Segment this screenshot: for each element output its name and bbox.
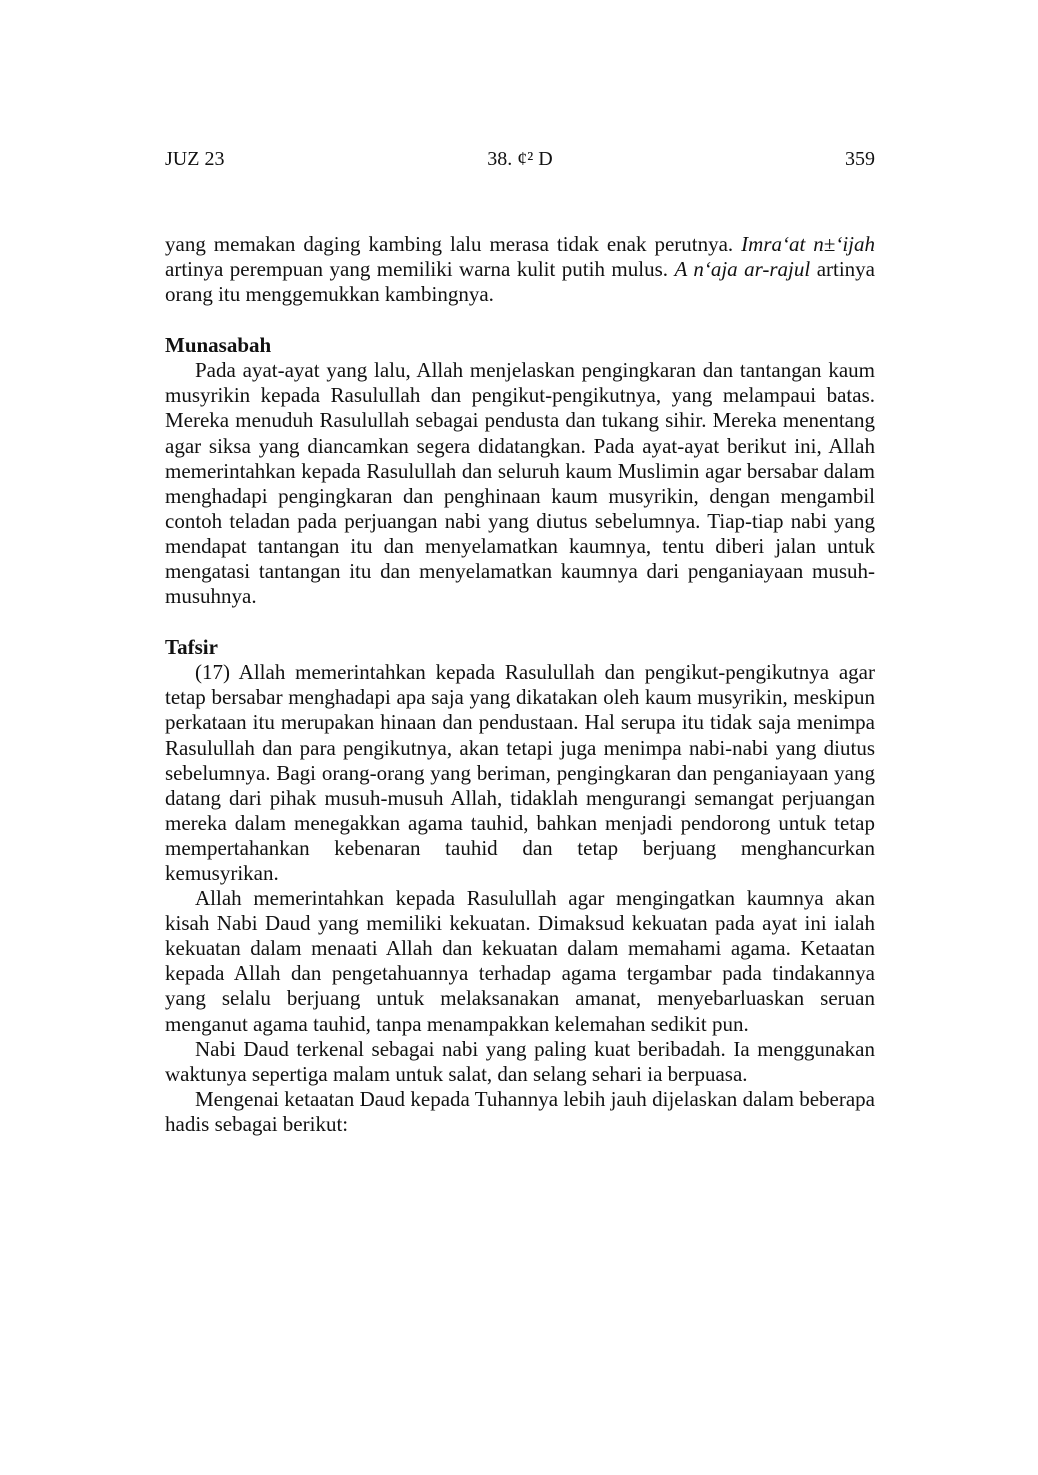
intro-text-1: yang memakan daging kambing lalu merasa tidak enak perutnya.: [165, 232, 742, 256]
tafsir-paragraph-2: Allah memerintahkan kepada Rasulullah agar mengingatkan kaumnya akan kisah Nabi Daud yang memiliki kekuatan. Dimaksud kekuatan pada ayat ini ialah kekuatan dalam menaati Allah dan kekuatan dalam memahami agama. Ketaatan kepada Allah dan pengetahuannya terhadap agama tergambar pada tindakannya yang selalu berjuang untuk melaksanakan amanat, menyebarluaskan seruan menganut agama tauhid, tanpa menampakkan kelemahan sedikit pun.: [165, 886, 875, 1036]
munasabah-heading: Munasabah: [165, 333, 272, 358]
juz-label: JUZ 23: [165, 148, 225, 170]
tafsir-paragraph-3: Nabi Daud terkenal sebagai nabi yang paling kuat beribadah. Ia menggunakan waktunya sepertiga malam untuk salat, dan selang sehari ia berpuasa.: [165, 1036, 875, 1086]
intro-italic-term-2: A n‘aja ar-rajul: [674, 257, 811, 282]
tafsir-paragraph-4: Mengenai ketaatan Daud kepada Tuhannya lebih jauh dijelaskan dalam beberapa hadis sebagai berikut:: [165, 1086, 875, 1136]
page-number: 359: [845, 148, 875, 170]
page-header: [165, 146, 875, 172]
intro-text-3: artinya orang itu menggemukkan kambingnya.: [165, 257, 875, 307]
section-gap: [165, 307, 875, 332]
intro-italic-term-1: Imra‘at n±‘ijah: [741, 232, 875, 256]
tafsir-heading: Tafsir: [165, 635, 218, 660]
intro-text-2: artinya perempuan yang memiliki warna kulit putih mulus.: [165, 257, 675, 282]
tafsir-paragraph-1: (17) Allah memerintahkan kepada Rasulullah dan pengikut-pengikutnya agar tetap bersabar menghadapi apa saja yang dikatakan oleh kaum musyrikin, meskipun perkataan itu merupakan hinaan dan pendustaan. Hal serupa itu tidak saja menimpa Rasulullah dan para pengikutnya, akan tetapi juga menimpa nabi-nabi yang diutus sebelumnya. Bagi orang-orang yang beriman, pengingkaran dan penganiayaan yang datang dari pihak musuh-musuh Allah, tidaklah mengurangi semangat perjuangan mereka dalam menegakkan agama tauhid, bahkan menjadi pendorong untuk tetap mempertahankan kebenaran tauhid dan tetap berjuang menghancurkan kemusyrikan.: [165, 660, 875, 885]
page-body: [165, 232, 875, 1137]
section-gap: [165, 609, 875, 634]
intro-paragraph: [165, 232, 875, 307]
munasabah-paragraph: Pada ayat-ayat yang lalu, Allah menjelaskan pengingkaran dan tantangan kaum musyrikin kepada Rasulullah dan pengikut-pengikutnya, yang melampaui batas. Mereka menuduh Rasulullah sebagai pendusta dan tukang sihir. Mereka menentang agar siksa yang diancamkan segera didatangkan. Pada ayat-ayat berikut ini, Allah memerintahkan kepada Rasulullah dan seluruh kaum Muslimin agar bersabar dalam menghadapi pengingkaran dan penghinaan kaum musyrikin, dengan mengambil contoh teladan pada perjuangan nabi yang diutus sebelumnya. Tiap-tiap nabi yang mendapat tantangan itu dan menyelamatkan kaumnya, tentu diberi jalan untuk mengatasi tantangan itu dan menyelamatkan kaumnya dari penganiayaan musuh-musuhnya.: [165, 358, 875, 609]
surah-label: 38. ¢² D: [487, 148, 553, 170]
